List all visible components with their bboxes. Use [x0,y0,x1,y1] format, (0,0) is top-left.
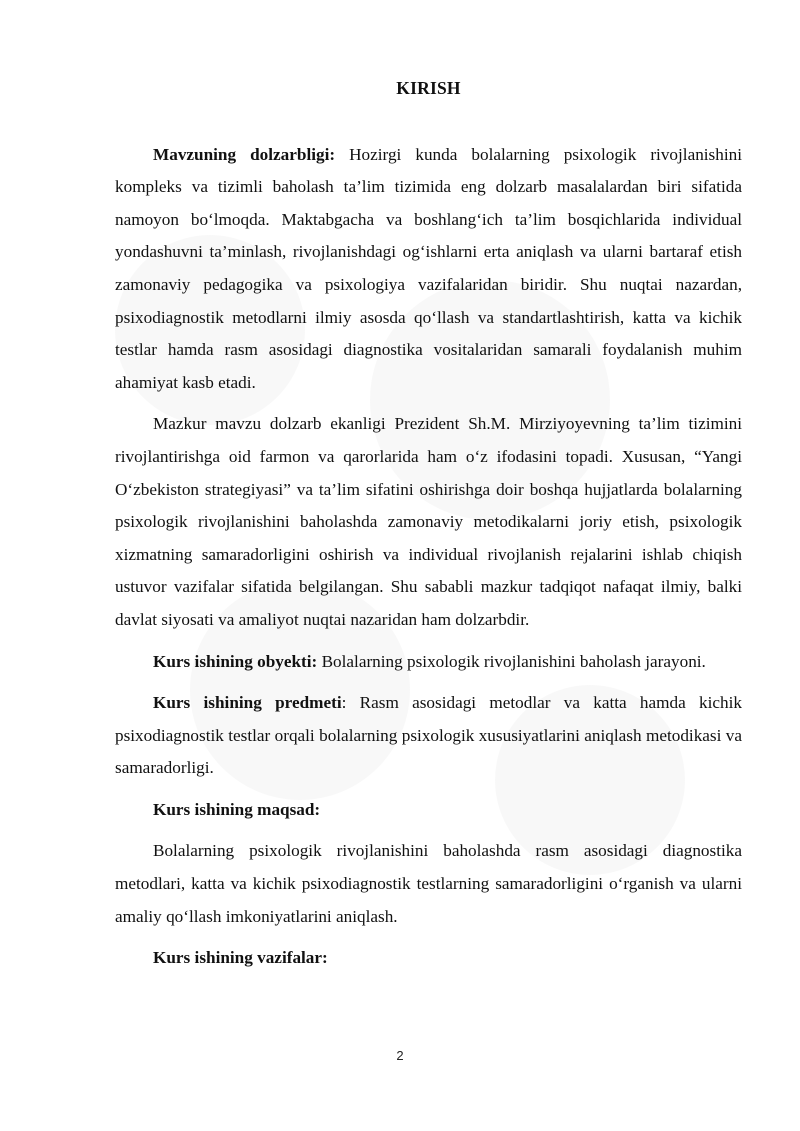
goal-text: Bolalarning psixologik rivojlanishini baholashda rasm asosidagi diagnostika metodlari, katta va kichik psixodiagnostik testlarning samaradorligini o‘rganish va ularni amaliy qo‘llash imkoniyatlarini aniqlash. [115,841,742,926]
tasks-label: Kurs ishining vazifalar: [153,948,328,968]
document-content [115,72,742,984]
paragraph-object [115,646,742,679]
object-label: Kurs ishining obyekti: [153,651,318,671]
paragraph-presidential-context [115,408,742,636]
paragraph-relevance [115,139,742,400]
paragraph-goal [115,835,742,933]
paragraph-goal-heading [115,794,742,827]
page-title: KIRISH [396,78,461,98]
presidential-context-text: Mazkur mavzu dolzarb ekanligi Prezident Sh.M. Mirziyoyevning ta’lim tizimini rivojlantirishga oid farmon va qarorlarida ham o‘z ifodasini topadi. Xususan, “Yangi O‘zbekiston strategiyasi” va ta’lim sifatini oshirishga doir boshqa hujjatlarda bolalarning psixologik rivojlanishini baholashda zamonaviy metodikalarni joriy etish, psixologik xizmatning samaradorligini oshirish va individual rivojlanish rejalarini ishlab chiqish ustuvor vazifalar sifatida belgilangan. Shu sababli mazkur tadqiqot nafaqat ilmiy, balki davlat siyosati va amaliyot nuqtai nazaridan ham dolzarbdir. [115,414,742,629]
subject-text: : Rasm asosidagi metodlar va katta hamda kichik psixodiagnostik testlar orqali bolalarning psixologik xususiyatlarini aniqlash metodikasi va samaradorligi. [115,693,742,778]
paragraph-tasks-heading [115,942,742,975]
object-text: Bolalarning psixologik rivojlanishini baholash jarayoni. [317,651,706,671]
goal-label: Kurs ishining maqsad: [153,799,321,819]
subject-label: Kurs ishining predmeti [153,693,342,713]
relevance-label: Mavzuning dolzarbligi: [153,144,336,164]
relevance-text: Hozirgi kunda bolalarning psixologik rivojlanishini kompleks va tizimli baholash ta’lim tizimida eng dolzarb masalalardan biri sifatida namoyon bo‘lmoqda. Maktabgacha va boshlang‘ich ta’lim bosqichlarida individual yondashuvni ta’minlash, rivojlanishdagi og‘ishlarni erta aniqlash va ularni bartaraf etish zamonaviy pedagogika va psixologiya vazifalaridan biridir. Shu nuqtai nazardan, psixodiagnostik metodlarni ilmiy asosda qo‘llash va standartlashtirish, katta va kichik testlar hamda rasm asosidagi diagnostika vositalaridan samarali foydalanish muhim ahamiyat kasb etadi. [115,144,742,392]
page-number: 2 [396,1048,404,1063]
paragraph-subject [115,687,742,785]
